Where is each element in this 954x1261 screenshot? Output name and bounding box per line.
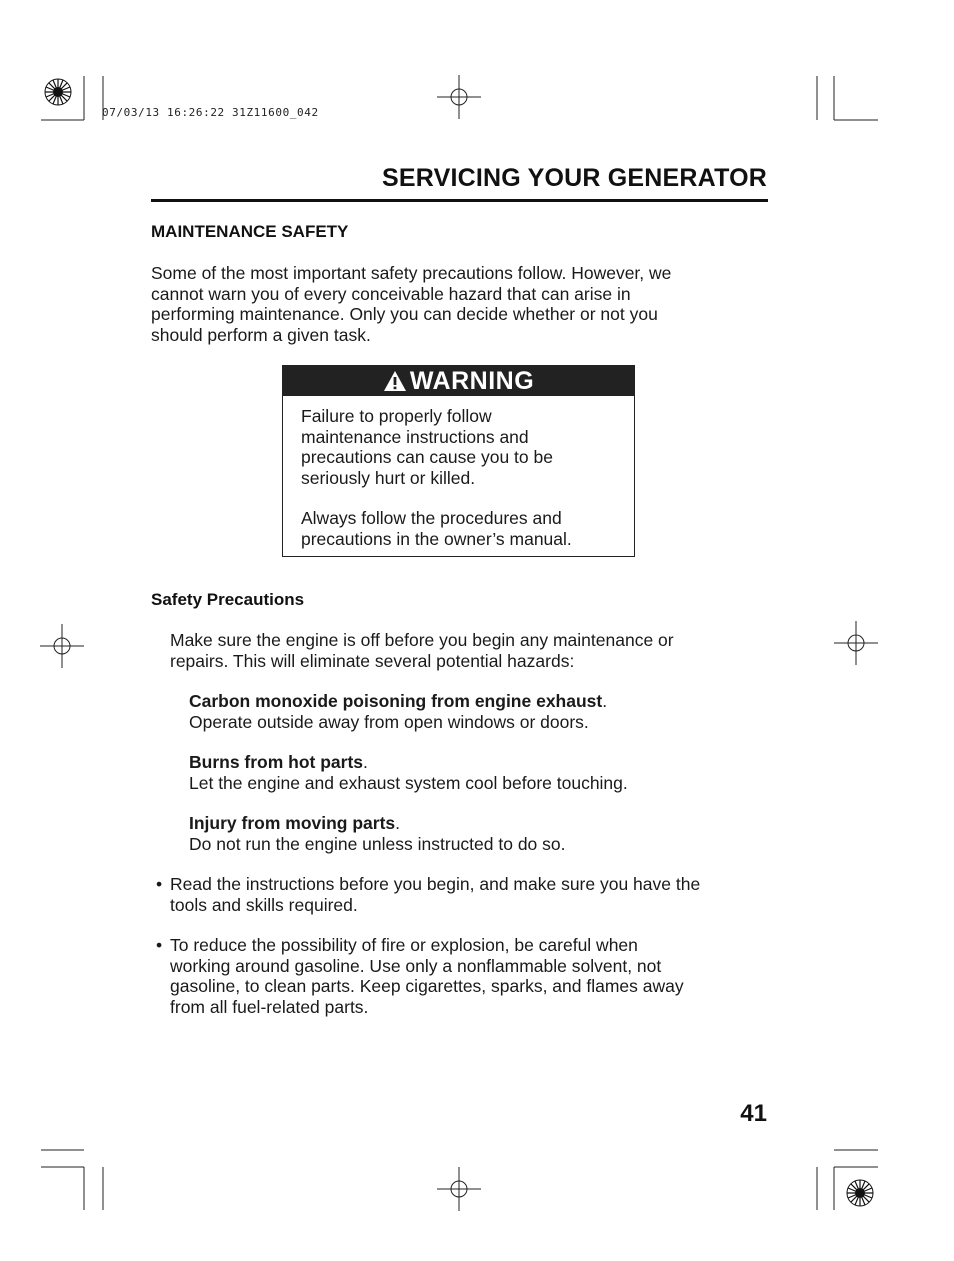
hazard-title: Injury from moving parts. (189, 813, 401, 833)
maintenance-safety-intro (151, 263, 771, 345)
warning-header (283, 366, 634, 396)
hazard-text: Do not run the engine unless instructed to do so. (189, 833, 566, 854)
warning-line: precautions in the owner’s manual. (301, 528, 572, 549)
warning-line: Failure to properly follow (301, 406, 492, 426)
warning-paragraph-1 (301, 406, 626, 488)
page-number: 41 (740, 1100, 767, 1127)
bullet-line: working around gasoline. Use only a nonflammable solvent, not (170, 955, 662, 976)
warning-line: seriously hurt or killed. (301, 467, 476, 488)
hazard-item (189, 691, 769, 732)
title-underline (151, 199, 768, 202)
safety-precautions-intro (170, 630, 770, 671)
hazard-text: Let the engine and exhaust system cool before touching. (189, 772, 628, 793)
bullet-line: To reduce the possibility of fire or explosion, be careful when (170, 935, 638, 955)
intro-line: cannot warn you of every conceivable hazard that can arise in (151, 283, 631, 304)
bullet-item (170, 874, 770, 915)
section-title: SERVICING YOUR GENERATOR (382, 164, 767, 192)
warning-paragraph-2 (301, 508, 626, 549)
bullet-item (170, 935, 770, 1017)
warning-box (282, 365, 635, 557)
hazard-item (189, 752, 769, 793)
intro-line: Make sure the engine is off before you begin any maintenance or (170, 630, 674, 650)
bullet-line: tools and skills required. (170, 894, 358, 915)
warning-line: Always follow the procedures and (301, 508, 562, 528)
hazard-title: Carbon monoxide poisoning from engine exhaust. (189, 691, 608, 711)
intro-line: should perform a given task. (151, 324, 371, 345)
warning-line: precautions can cause you to be (301, 447, 553, 467)
warning-triangle-icon (383, 370, 407, 392)
warning-label: WARNING (409, 367, 535, 395)
bullet-line: gasoline, to clean parts. Keep cigarettes, sparks, and flames away (170, 976, 684, 996)
hazard-item (189, 813, 769, 854)
intro-line: performing maintenance. Only you can decide whether or not you (151, 304, 658, 324)
bullet-line: Read the instructions before you begin, and make sure you have the (170, 874, 701, 894)
hazard-title: Burns from hot parts. (189, 752, 368, 772)
bullet-line: from all fuel-related parts. (170, 996, 369, 1017)
intro-line: Some of the most important safety precautions follow. However, we (151, 263, 672, 283)
warning-line: maintenance instructions and (301, 426, 529, 447)
hazard-text: Operate outside away from open windows or doors. (189, 711, 589, 732)
bullet-marker: • (156, 935, 163, 955)
intro-line: repairs. This will eliminate several potential hazards: (170, 650, 575, 671)
maintenance-safety-heading: MAINTENANCE SAFETY (151, 222, 349, 241)
bullet-marker: • (156, 874, 163, 894)
print-timestamp: 07/03/13 16:26:22 31Z11600_042 (102, 106, 319, 119)
safety-precautions-heading: Safety Precautions (151, 590, 305, 609)
